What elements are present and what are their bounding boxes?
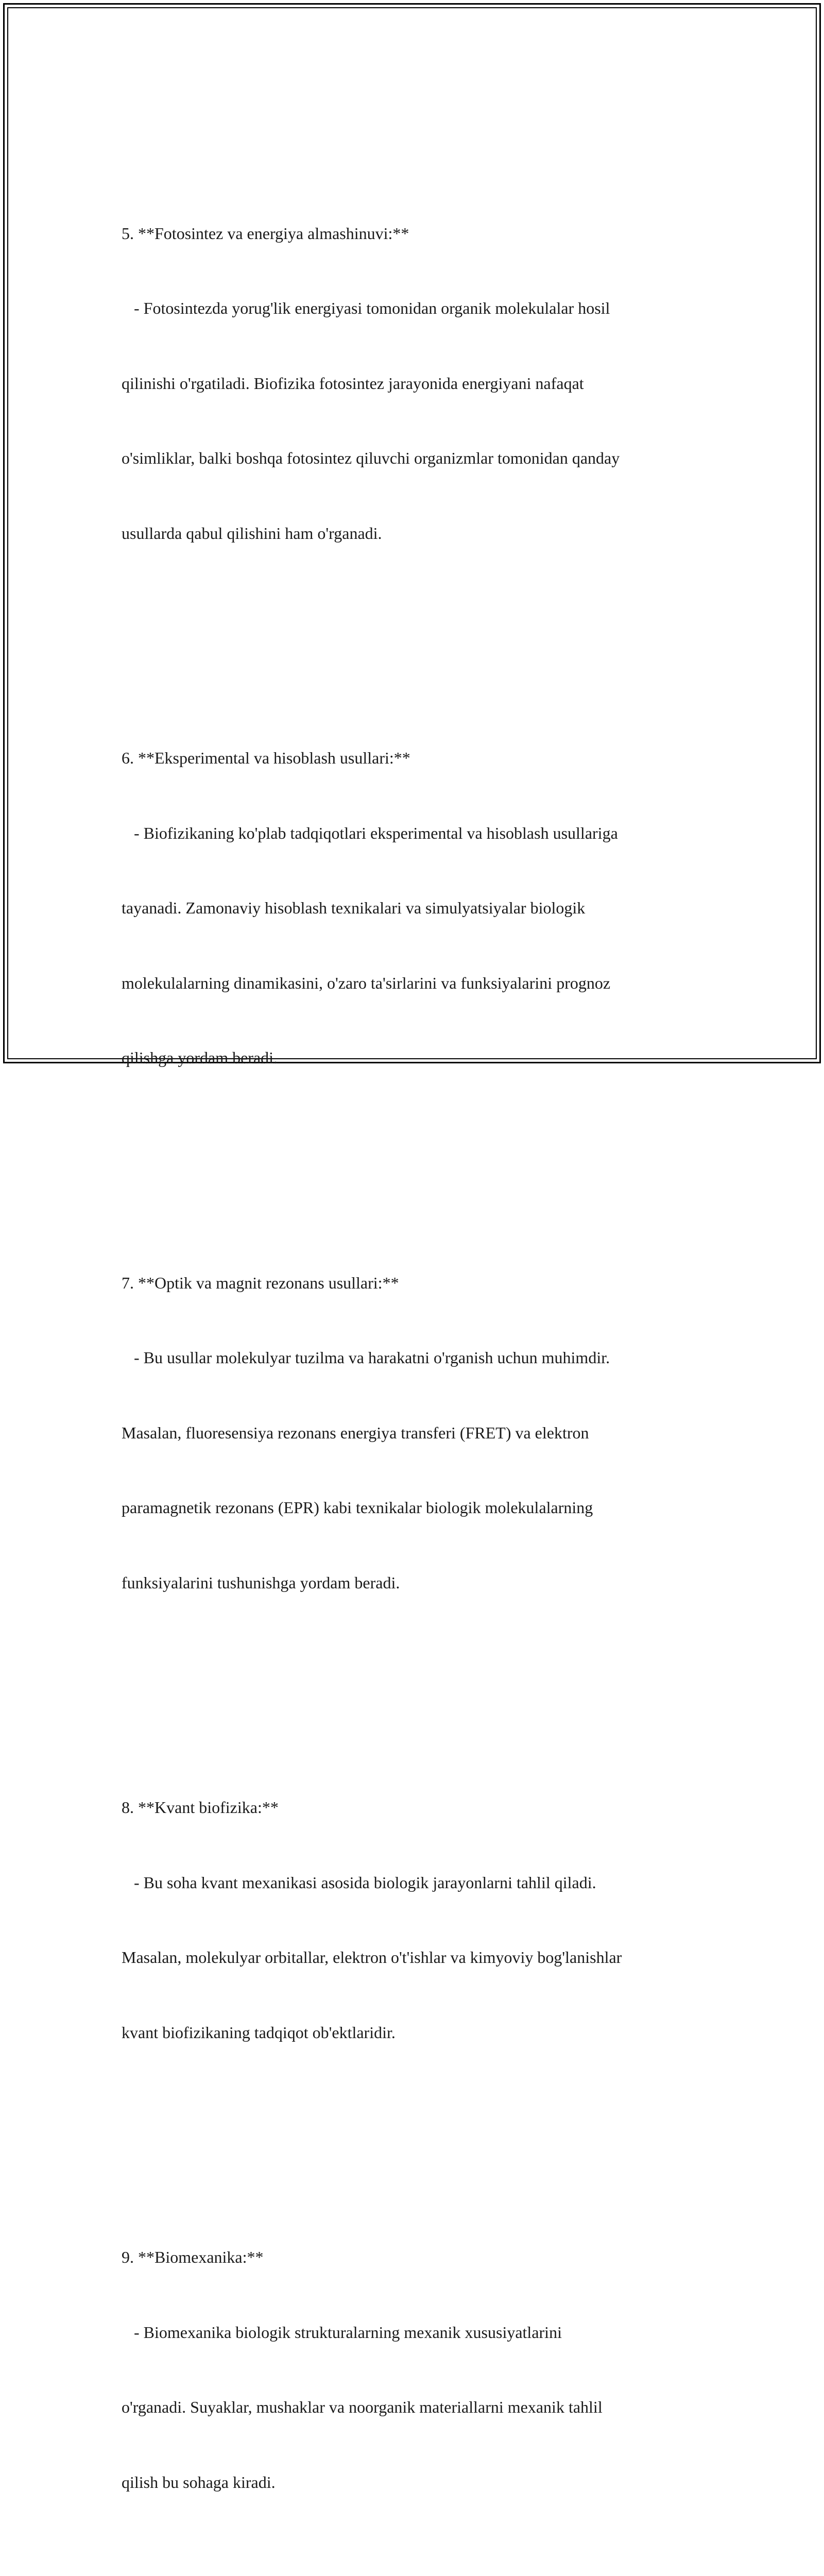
paragraph-line: o'simliklar, balki boshqa fotosintez qiluvchi organizmlar tomonidan qanday: [122, 449, 620, 467]
paragraph-line: o'rganadi. Suyaklar, mushaklar va noorganik materiallarni mexanik tahlil: [122, 2398, 603, 2416]
paragraph-line: - Bu soha kvant mexanikasi asosida biologik jarayonlarni tahlil qiladi.: [122, 1873, 596, 1892]
paragraph-line: - Biomexanika biologik strukturalarning mexanik xususiyatlarini: [122, 2323, 562, 2342]
paragraph-line: kvant biofizikaning tadqiqot ob'ektlaridir.: [122, 2023, 396, 2042]
section-heading: 5. **Fotosintez va energiya almashinuvi:**: [122, 224, 409, 243]
paragraph-line: Masalan, fluoresensiya rezonans energiya transferi (FRET) va elektron: [122, 1423, 589, 1442]
paragraph-line: - Biofizikaning ko'plab tadqiqotlari eksperimental va hisoblash usullariga: [122, 823, 618, 842]
section-heading: 6. **Eksperimental va hisoblash usullari:**: [122, 749, 410, 767]
paragraph-line: tayanadi. Zamonaviy hisoblash texnikalari va simulyatsiyalar biologik: [122, 899, 586, 917]
section-heading: 9. **Biomexanika:**: [122, 2248, 264, 2266]
document-body: [122, 96, 703, 2576]
paragraph-line: qilishga yordam beradi.: [122, 1048, 278, 1067]
paragraph-line: - Fotosintezda yorug'lik energiyasi tomonidan organik molekulalar hosil: [122, 299, 610, 317]
section-heading: 8. **Kvant biofizika:**: [122, 1798, 279, 1817]
paragraph-line: usullarda qabul qilishini ham o'rganadi.: [122, 523, 382, 543]
paragraph-line: paramagnetik rezonans (EPR) kabi texnikalar biologik molekulalarning: [122, 1498, 593, 1517]
section-kvant: [122, 1745, 703, 2095]
section-heading: 7. **Optik va magnit rezonans usullari:**: [122, 1273, 399, 1292]
paragraph-line: molekulalarning dinamikasini, o'zaro ta'sirlarini va funksiyalarini prognoz: [122, 973, 611, 992]
section-eksperimental: [122, 696, 703, 1121]
paragraph-line: Masalan, molekulyar orbitallar, elektron o't'ishlar va kimyoviy bog'lanishlar: [122, 1948, 622, 1967]
paragraph-line: funksiyalarini tushunishga yordam beradi.: [122, 1573, 400, 1592]
section-fotosintez: [122, 171, 703, 596]
paragraph-line: qilish bu sohaga kiradi.: [122, 2472, 276, 2492]
section-optik: [122, 1221, 703, 1646]
paragraph-line: - Bu usullar molekulyar tuzilma va harakatni o'rganish uchun muhimdir.: [122, 1348, 610, 1367]
paragraph-line: qilinishi o'rgatiladi. Biofizika fotosintez jarayonida energiyani nafaqat: [122, 374, 584, 393]
section-biomexanika: [122, 2195, 703, 2545]
